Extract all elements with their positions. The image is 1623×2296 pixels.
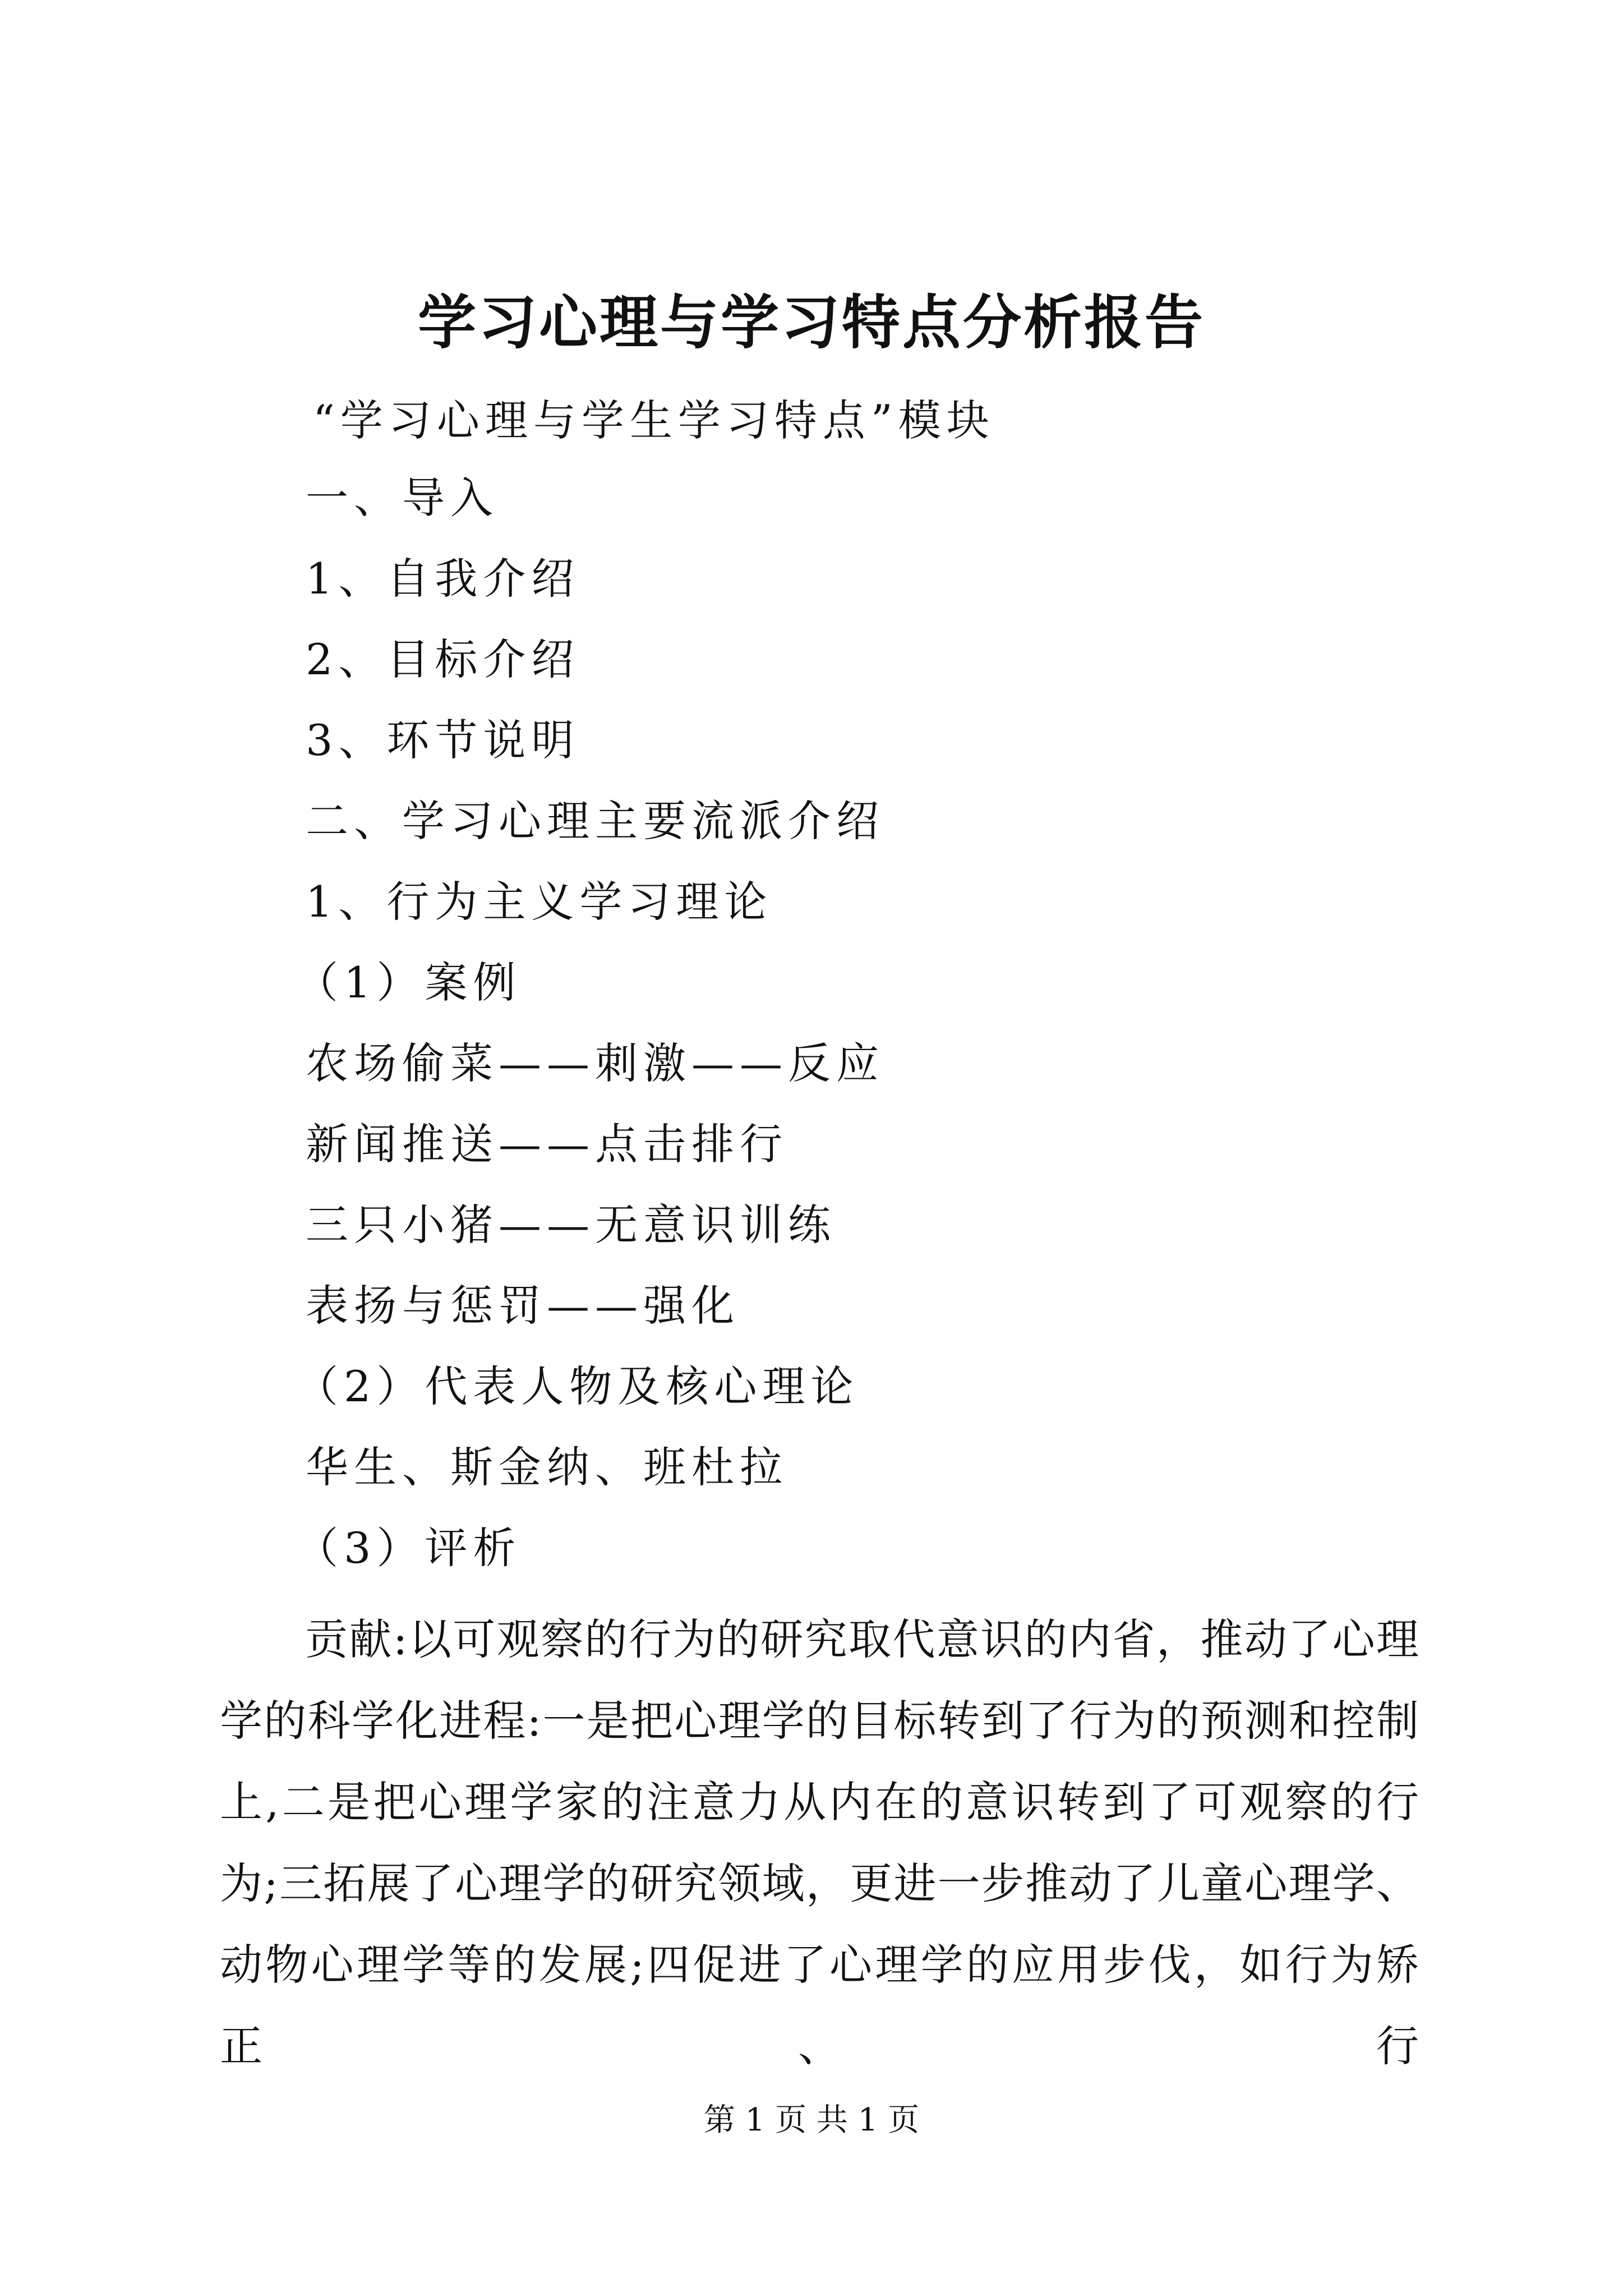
case-item: 表扬与惩罚——强化: [306, 1281, 740, 1331]
list-item: 2、目标介绍: [306, 634, 580, 684]
list-item: 1、行为主义学习理论: [306, 877, 773, 927]
section-heading: 二、学习心理主要流派介绍: [306, 796, 884, 846]
sub-heading: （1）案例: [296, 958, 522, 1007]
list-item: 3、环节说明: [306, 715, 580, 765]
list-item: 华生、斯金纳、班杜拉: [306, 1442, 788, 1492]
module-subtitle: “学习心理与学生学习特点”模块: [313, 395, 995, 445]
page-footer: 第 1 页 共 1 页: [703, 2102, 920, 2138]
body-paragraph: 贡献:以可观察的行为的研究取代意识的内省，推动了心理学的科学化进程:一是把心理学的目标转到了行为的预测和控制上,二是把心理学家的注意力从内在的意识转到了可观察的行为;三拓展了心理学的研究领域，更进一步推动了儿童心理学、动物心理学等的发展;四促进了心理学的应用步伐，如行为矫正、行: [220, 1614, 1420, 2071]
sub-heading: （2）代表人物及核心理论: [296, 1361, 859, 1411]
case-item: 新闻推送——点击排行: [306, 1119, 788, 1169]
list-item: 1、自我介绍: [306, 554, 580, 604]
document-title: 学习心理与学习特点分析报告: [417, 288, 1205, 357]
sub-heading: （3）评析: [296, 1523, 522, 1573]
case-item: 三只小猪——无意识训练: [306, 1200, 836, 1250]
section-heading: 一、导入: [306, 473, 499, 523]
case-item: 农场偷菜——刺激——反应: [306, 1038, 884, 1088]
